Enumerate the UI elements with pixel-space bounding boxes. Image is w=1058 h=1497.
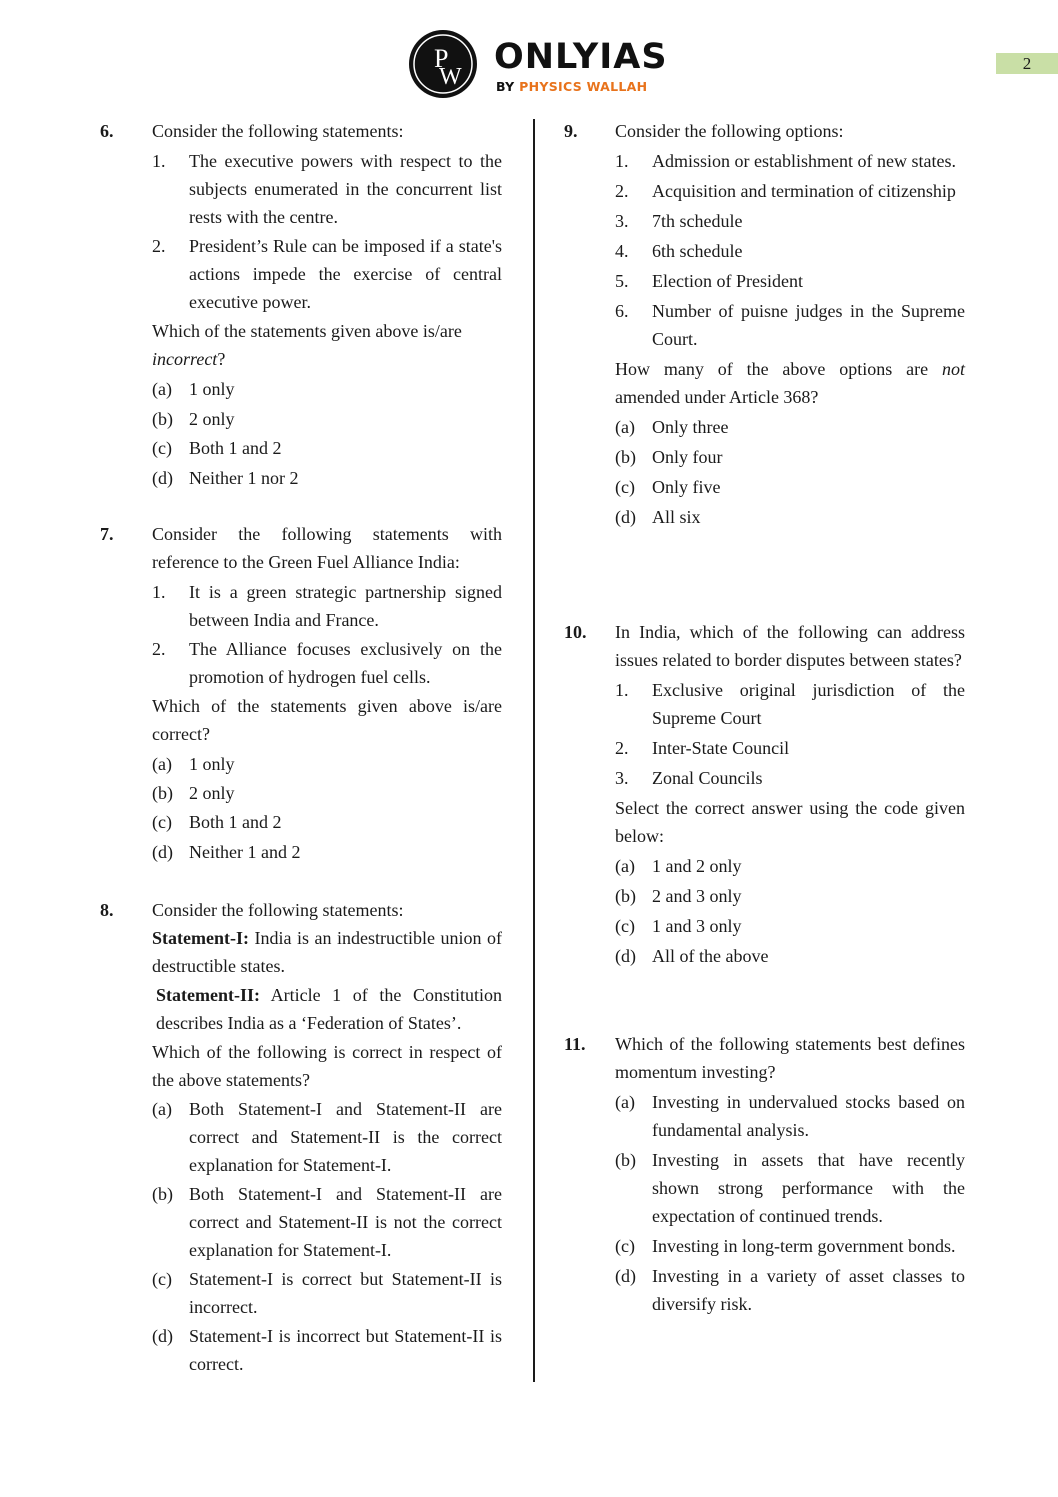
option-a[interactable]: (a) 1 only (152, 754, 235, 774)
statement-1 (152, 147, 502, 231)
statement-2: 2. The Alliance focuses exclusively on the promotion of hydrogen fuel cells. (152, 639, 502, 687)
option-a[interactable]: (a) Both Statement-I and Statement-II are correct and Statement-II is the correct explanation for Statement-I. (152, 1099, 502, 1175)
question-body (152, 896, 502, 1378)
statement-1: 1. Exclusive original jurisdiction of the Supreme Court (615, 680, 965, 728)
option-d[interactable]: (d) Neither 1 and 2 (152, 842, 301, 862)
statement-text: The executive powers with respect to the subjects enumerated in the concurrent list rests with the centre. (189, 151, 502, 227)
option-item-5: 5. Election of President (615, 271, 803, 291)
option-c[interactable]: (c) Only five (615, 477, 721, 497)
question-ask: Which of the statements given above is/are incorrect? (152, 321, 462, 369)
question-body (152, 520, 502, 866)
question-body (615, 1030, 965, 1318)
question-body (152, 117, 502, 492)
emphasis: not (942, 359, 966, 379)
option-d[interactable]: (d) Neither 1 nor 2 (152, 468, 299, 488)
option-item-2: 2. Acquisition and termination of citizenship (615, 181, 956, 201)
statement-number: 2. (152, 236, 166, 256)
option-c[interactable]: (c) Investing in long-term government bonds. (615, 1236, 956, 1256)
question-body (615, 618, 965, 970)
brand-name: ONLYIAS (494, 37, 668, 77)
option-d[interactable]: (d) All of the above (615, 946, 769, 966)
option-item-6: 6. Number of puisne judges in the Supreme Court. (615, 301, 965, 349)
question-stem: In India, which of the following can address issues related to border disputes between states? (615, 622, 965, 670)
option-a[interactable]: (a) Only three (615, 417, 729, 437)
option-a[interactable]: (a) 1 and 2 only (615, 856, 742, 876)
statement-ii-label: Statement-II: (156, 985, 260, 1005)
question-stem: Consider the following statements with reference to the Green Fuel Alliance India: (152, 524, 502, 572)
brand-by: BY (496, 79, 515, 94)
question-stem: Consider the following statements: (152, 121, 404, 141)
statement-ii: Statement-II: Article 1 of the Constitution describes India as a ‘Federation of States’. (156, 985, 502, 1033)
option-c[interactable]: (c) Both 1 and 2 (152, 438, 282, 458)
statement-2 (152, 232, 502, 316)
option-d[interactable]: (d) All six (615, 507, 701, 527)
statement-1: 1. It is a green strategic partnership signed between India and France. (152, 582, 502, 630)
option-b[interactable]: (b) Only four (615, 447, 723, 467)
option-b[interactable]: (b) 2 only (152, 409, 235, 429)
option-b[interactable]: (b) Both Statement-I and Statement-II are correct and Statement-II is not the correct explanation for Statement-I. (152, 1184, 502, 1260)
svg-text:P: P (434, 44, 449, 73)
statement-i-label: Statement-I: (152, 928, 249, 948)
question-stem: Consider the following statements: (152, 900, 404, 920)
pw-logo (408, 29, 478, 99)
option-b[interactable]: (b) Investing in assets that have recently shown strong performance with the expectation of continued trends. (615, 1150, 965, 1226)
question-number: 8. (100, 900, 114, 920)
statement-i: Statement-I: India is an indestructible union of destructible states. (152, 928, 502, 976)
question-body (615, 117, 965, 531)
question-number: 6. (100, 121, 114, 141)
question-ask: How many of the above options are not amended under Article 368? (615, 359, 966, 407)
option-a[interactable]: (a) Investing in undervalued stocks based on fundamental analysis. (615, 1092, 965, 1140)
column-divider (533, 119, 535, 1382)
option-a[interactable]: (a) 1 only (152, 379, 235, 399)
statement-3: 3. Zonal Councils (615, 768, 763, 788)
emphasis: incorrect (152, 349, 218, 369)
question-ask: Which of the following is correct in respect of the above statements? (152, 1042, 502, 1090)
option-item-3: 3. 7th schedule (615, 211, 743, 231)
option-c[interactable]: (c) 1 and 3 only (615, 916, 742, 936)
option-b[interactable]: (b) 2 only (152, 783, 235, 803)
question-number: 7. (100, 524, 114, 544)
option-c[interactable]: (c) Statement-I is correct but Statement-II is incorrect. (152, 1269, 502, 1317)
statement-2: 2. Inter-State Council (615, 738, 790, 758)
svg-text:W: W (439, 64, 462, 90)
question-number: 9. (564, 121, 578, 141)
brand-subtitle (496, 80, 647, 94)
brand-physics-wallah: PHYSICS WALLAH (519, 79, 648, 94)
question-stem: Which of the following statements best defines momentum investing? (615, 1034, 965, 1082)
question-ask: Which of the statements given above is/are correct? (152, 696, 502, 744)
question-stem: Consider the following options: (615, 121, 844, 141)
option-item-1: 1. Admission or establishment of new states. (615, 151, 956, 171)
option-d[interactable]: (d) Investing in a variety of asset classes to diversify risk. (615, 1266, 965, 1314)
statement-number: 1. (152, 151, 166, 171)
option-d[interactable]: (d) Statement-I is incorrect but Statement-II is correct. (152, 1326, 502, 1374)
option-item-4: 4. 6th schedule (615, 241, 743, 261)
question-number: 11. (564, 1034, 586, 1054)
statement-text: President’s Rule can be imposed if a state's actions impede the exercise of central executive power. (189, 236, 502, 312)
page-header (0, 0, 1058, 110)
option-b[interactable]: (b) 2 and 3 only (615, 886, 742, 906)
page-number-badge: 2 (996, 53, 1058, 74)
question-ask: Select the correct answer using the code given below: (615, 798, 965, 846)
question-number: 10. (564, 622, 587, 642)
option-c[interactable]: (c) Both 1 and 2 (152, 812, 282, 832)
